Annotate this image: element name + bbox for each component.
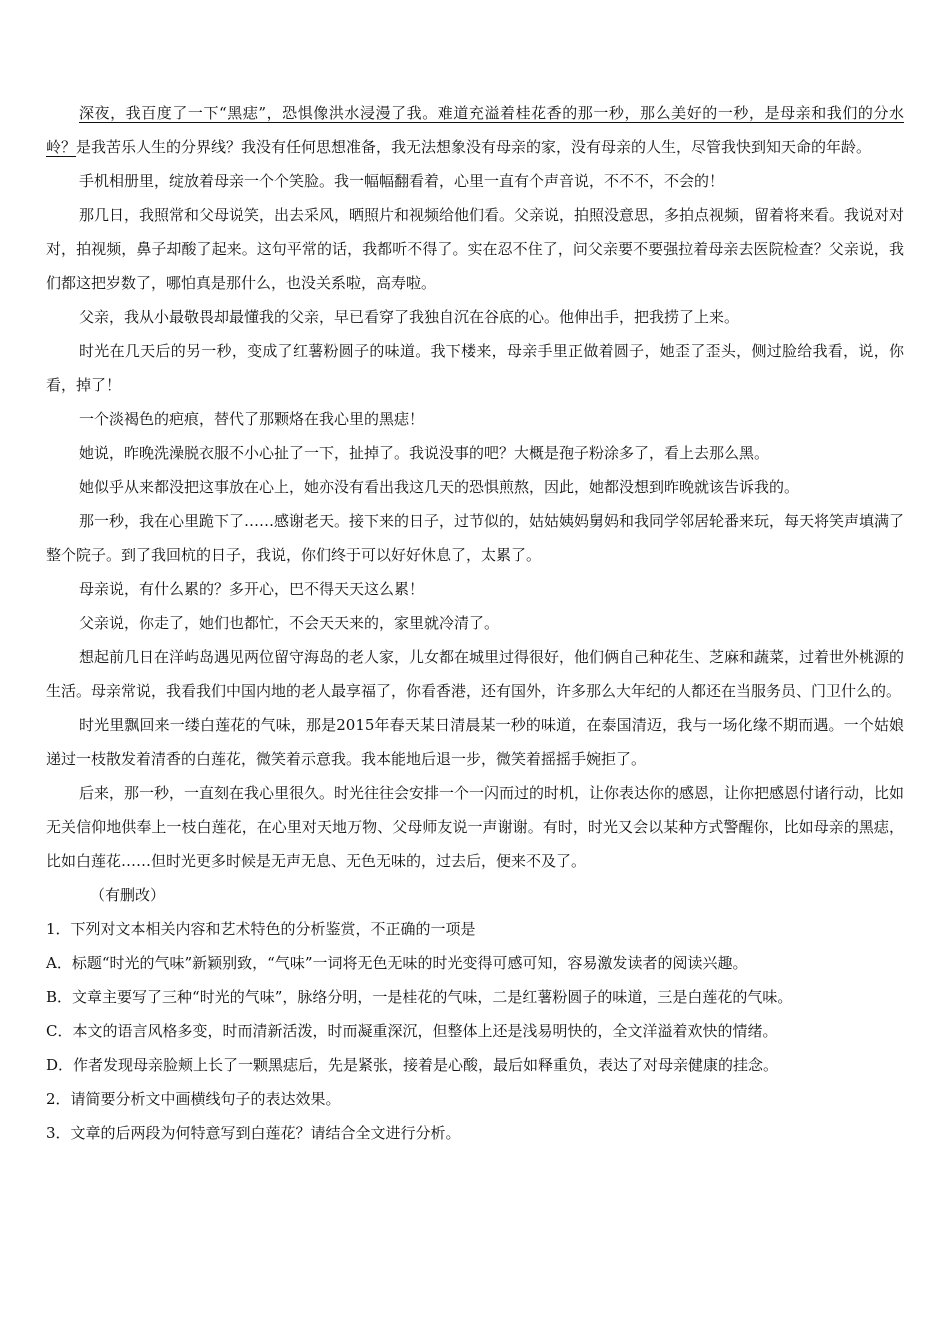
paragraph: 手机相册里，绽放着母亲一个个笑脸。我一幅幅翻看着，心里一直有个声音说，不不不，不会的！ [79,172,725,190]
paragraph-1-rest: 是我苦乐人生的分界线？我没有任何思想准备，我无法想象没有母亲的家，没有母亲的人生，尽管我快到知天命的年龄。 [76,138,872,156]
source-note: （有删改） [90,886,166,904]
paragraph: 她似乎从来都没把这事放在心上，她亦没有看出我这几天的恐惧煎熬，因此，她都没想到昨晚就该告诉我的。 [79,478,800,496]
paragraph-1 [46,96,904,164]
option-d: D．作者发现母亲脸颊上长了一颗黑痣后，先是紧张，接着是心酸，最后如释重负，表达了对母亲健康的挂念。 [46,1056,779,1074]
paragraph: 那几日，我照常和父母说笑，出去采风，晒照片和视频给他们看。父亲说，拍照没意思，多拍点视频，留着将来看。我说对对对，拍视频，鼻子却酸了起来。这句平常的话，我都听不得了。实在忍不住了，问父亲要不要强拉着母亲去医院检查？父亲说，我们都这把岁数了，哪怕真是那什么，也没关系啦，高寿啦。 [46,206,905,292]
question-2: 2．请简要分析文中画横线句子的表达效果。 [46,1090,341,1108]
paragraph: 那一秒，我在心里跪下了……感谢老天。接下来的日子，过节似的，姑姑姨妈舅妈和我同学邻居轮番来玩，每天将笑声填满了整个院子。到了我回杭的日子，我说，你们终于可以好好休息了，太累了。 [46,512,905,564]
option-b: B．文章主要写了三种“时光的气味”，脉络分明，一是桂花的气味，二是红薯粉圆子的味道，三是白莲花的气味。 [46,988,793,1006]
paragraph: 时光里飘回来一缕白莲花的气味，那是2015年春天某日清晨某一秒的味道，在泰国清迈，我与一场化缘不期而遇。一个姑娘递过一枝散发着清香的白莲花，微笑着示意我。我本能地后退一步，微笑着摇摇手婉拒了。 [46,716,904,768]
option-c: C．本文的语言风格多变，时而清新活泼，时而凝重深沉，但整体上还是浅易明快的，全文洋溢着欢快的情绪。 [46,1022,778,1040]
option-a: A．标题“时光的气味”新颖别致，“气味”一词将无色无味的时光变得可感可知，容易激发读者的阅读兴趣。 [46,954,748,972]
document-body [46,96,904,1150]
question-1: 1．下列对文本相关内容和艺术特色的分析鉴赏，不正确的一项是 [46,920,476,938]
paragraph: 母亲说，有什么累的？多开心，巴不得天天这么累！ [79,580,425,598]
paragraph: 父亲，我从小最敬畏却最懂我的父亲，早已看穿了我独自沉在谷底的心。他伸出手，把我捞了上来。 [79,308,740,326]
paragraph: 后来，那一秒，一直刻在我心里很久。时光往往会安排一个一闪而过的时机，让你表达你的感恩，让你把感恩付诸行动，比如无关信仰地供奉上一枝白莲花，在心里对天地万物、父母师友说一声谢谢。有时，时光又会以某种方式警醒你，比如母亲的黑痣，比如白莲花……但时光更多时候是无声无息、无色无味的，过去后，便来不及了。 [46,784,905,870]
question-3: 3．文章的后两段为何特意写到白莲花？请结合全文进行分析。 [46,1124,461,1142]
paragraph: 她说，昨晚洗澡脱衣服不小心扯了一下，扯掉了。我说没事的吧？大概是孢子粉涂多了，看上去那么黑。 [79,444,770,462]
paragraph: 一个淡褐色的疤痕，替代了那颗烙在我心里的黑痣！ [79,410,425,428]
paragraph: 想起前几日在洋屿岛遇见两位留守海岛的老人家，儿女都在城里过得很好，他们俩自己种花生、芝麻和蔬菜，过着世外桃源的生活。母亲常说，我看我们中国内地的老人最享福了，你看香港，还有国外，许多那么大年纪的人都还在当服务员、门卫什么的。 [46,648,905,700]
underlined-sentence: 深夜，我百度了一下“黑痣”，恐惧像洪水浸漫了我。难道充溢着桂花香的那一秒，那么美好的一秒，是母亲和我们的分水岭？ [46,104,904,156]
paragraph: 时光在几天后的另一秒，变成了红薯粉圆子的味道。我下楼来，母亲手里正做着圆子，她歪了歪头，侧过脸给我看，说，你看，掉了！ [46,342,904,394]
paragraph: 父亲说，你走了，她们也都忙，不会天天来的，家里就冷清了。 [79,614,500,632]
